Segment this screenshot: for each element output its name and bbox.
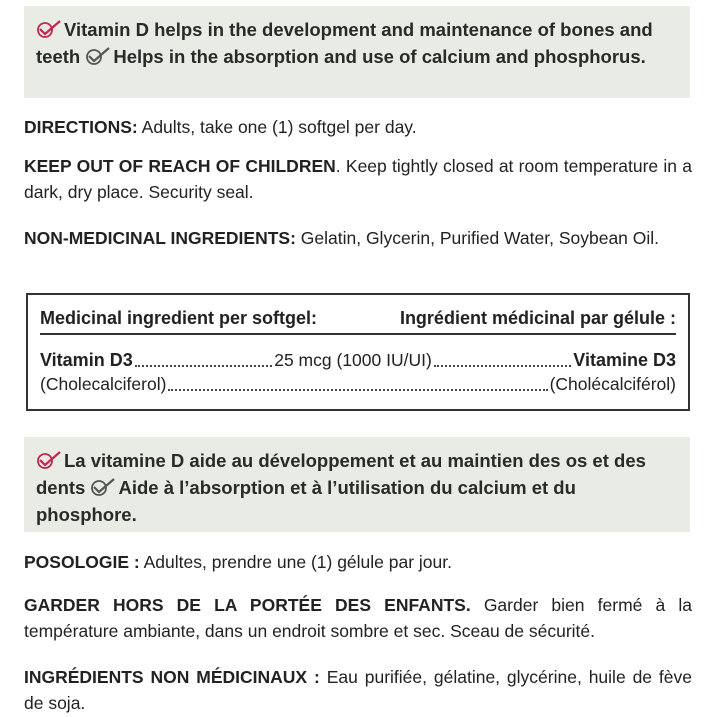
checkmark-icon <box>85 46 111 66</box>
leader-dots <box>135 364 273 367</box>
source-en: (Cholecalciferol) <box>40 374 167 394</box>
checkmark-icon <box>36 450 62 470</box>
non-medicinal-label: NON-MEDICINAL INGREDIENTS: <box>24 228 296 248</box>
checkmark-icon <box>36 19 62 39</box>
non-medicinal-paragraph <box>24 225 692 251</box>
posologie-text: Adultes, prendre une (1) gélule par jour. <box>139 552 453 572</box>
directions-paragraph <box>24 114 692 140</box>
claim-fr-part2: Aide à l’absorption et à l’utilisation du calcium et du phosphore. <box>36 477 576 525</box>
table-row <box>40 347 676 373</box>
source-fr: (Cholécalciférol) <box>549 374 676 394</box>
ingredient-amount: 25 mcg (1000 IU/UI) <box>274 350 432 370</box>
keep-out-paragraph <box>24 153 692 205</box>
medicinal-ingredient-table <box>26 293 690 411</box>
table-row <box>40 371 676 397</box>
claim-box-french <box>24 437 690 532</box>
ingredient-fr: Vitamine D3 <box>573 350 677 370</box>
claim-en-part2: Helps in the absorption and use of calcium and phosphorus. <box>113 46 646 67</box>
ingredients-non-medicinaux-paragraph <box>24 664 692 716</box>
ingredient-en: Vitamin D3 <box>40 350 133 370</box>
checkmark-icon <box>90 477 116 497</box>
garder-paragraph <box>24 592 692 644</box>
keep-out-label: KEEP OUT OF REACH OF CHILDREN <box>24 156 336 176</box>
directions-text: Adults, take one (1) softgel per day. <box>137 117 417 137</box>
ingredients-nm-label: INGRÉDIENTS NON MÉDICINAUX : <box>24 667 320 687</box>
garder-text: Garder bien fermé à la température ambiante, dans un endroit sombre et sec. Sceau de sécurité. <box>24 595 693 641</box>
directions-label: DIRECTIONS: <box>24 117 138 137</box>
keep-out-text: . Keep tightly closed at room temperature in a dark, dry place. Security seal. <box>24 156 692 202</box>
leader-dots <box>168 388 547 391</box>
posologie-label: POSOLOGIE : <box>24 552 140 572</box>
ingredients-nm-text: Eau purifiée, gélatine, glycérine, huile de fève de soja. <box>24 667 692 713</box>
claim-box-english <box>24 6 690 98</box>
table-header <box>40 303 676 335</box>
claim-fr-part1: La vitamine D aide au développement et au maintien des os et des dents <box>36 450 646 498</box>
header-en: Medicinal ingredient per softgel: <box>40 308 318 328</box>
posologie-paragraph <box>24 549 692 575</box>
claim-en-part1: Vitamin D helps in the development and maintenance of bones and teeth <box>36 19 653 67</box>
leader-dots <box>434 364 572 367</box>
header-fr: Ingrédient médicinal par gélule : <box>399 308 676 328</box>
garder-label: GARDER HORS DE LA PORTÉE DES ENFANTS. <box>24 595 471 615</box>
non-medicinal-text: Gelatin, Glycerin, Purified Water, Soybean Oil. <box>295 228 660 248</box>
